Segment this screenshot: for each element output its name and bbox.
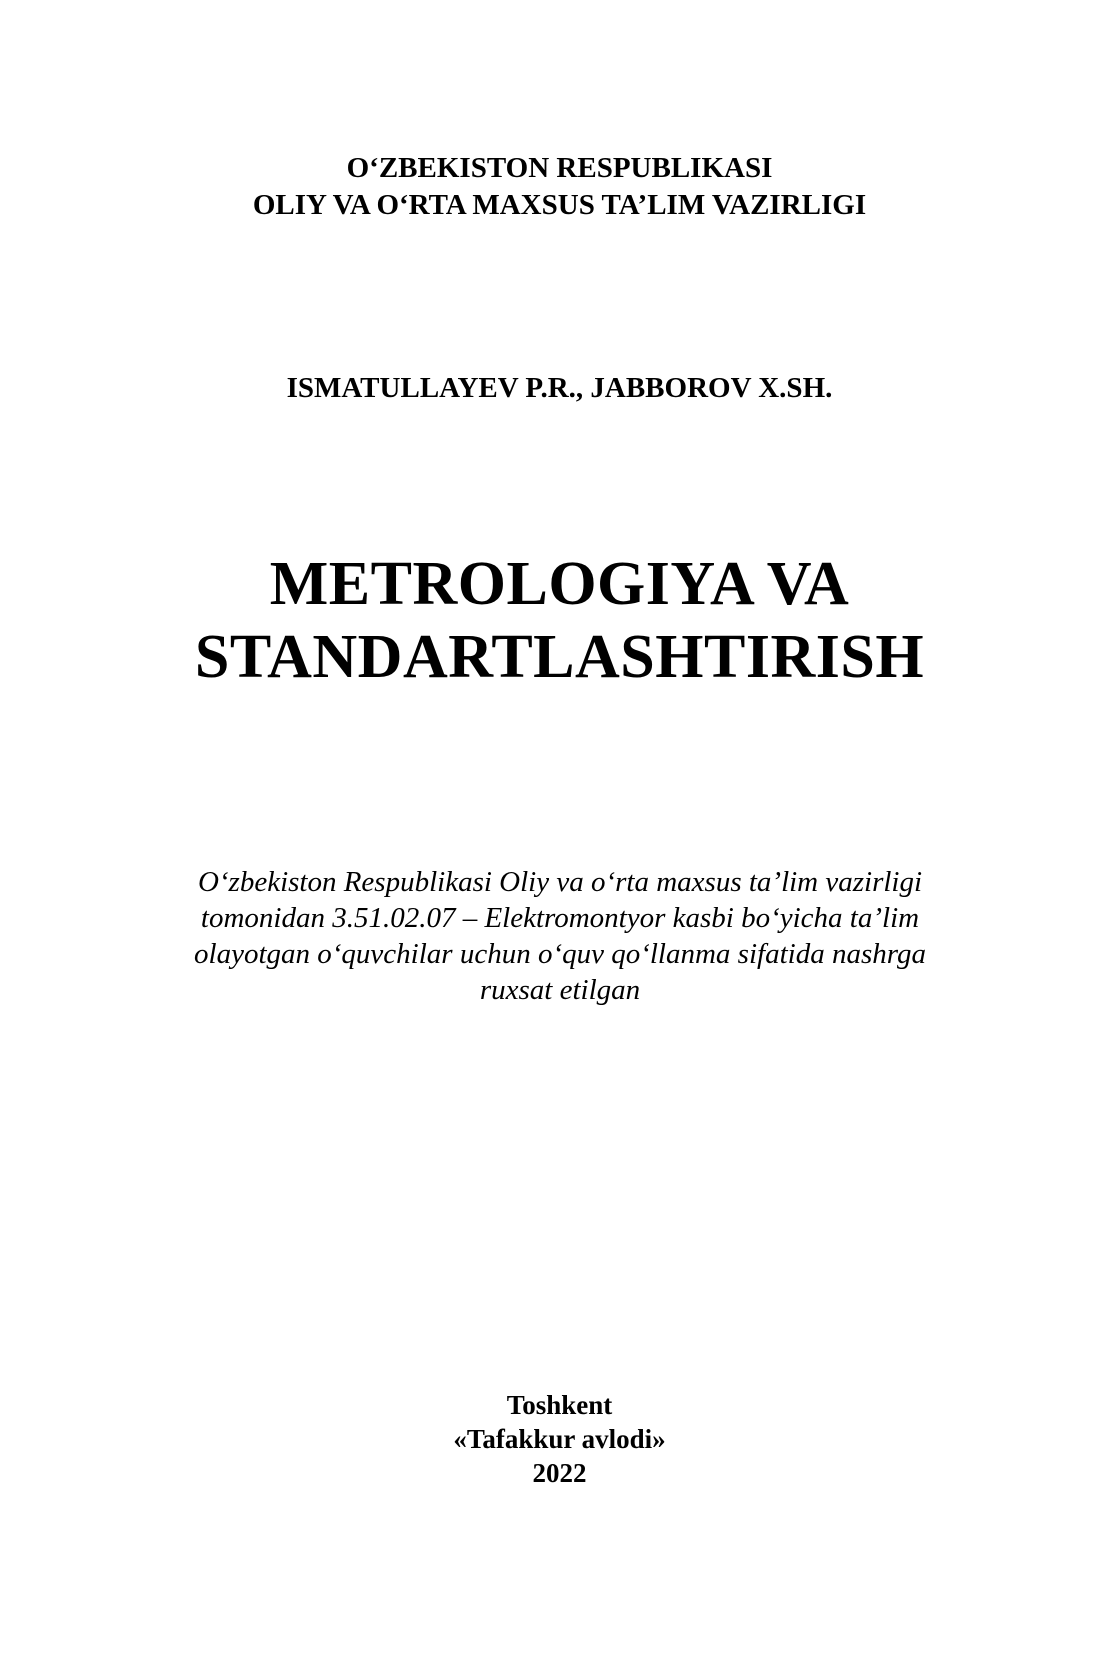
- approval-line-2: tomonidan 3.51.02.07 – Elektromontyor kasbi bo‘yicha ta’lim: [200, 902, 920, 934]
- approval-line-3: olayotgan o‘quvchilar uchun o‘quv qo‘llanma sifatida nashrga: [194, 938, 926, 970]
- imprint-publisher: «Tafakkur avlodi»: [453, 1424, 666, 1454]
- imprint-city: Toshkent: [506, 1390, 613, 1420]
- approval-note: [130, 864, 990, 1008]
- ministry-heading: [0, 150, 1119, 224]
- imprint-year: 2022: [532, 1458, 587, 1488]
- approval-line-4: ruxsat etilgan: [479, 974, 641, 1006]
- approval-line-1: O‘zbekiston Respublikasi Oliy va o‘rta maxsus ta’lim vazirligi: [197, 866, 923, 898]
- imprint: [0, 1388, 1119, 1490]
- book-title-line-1: METROLOGIYA VA: [269, 550, 850, 618]
- book-title-line-2: STANDARTLASHTIRISH: [194, 623, 925, 691]
- ministry-line-1: O‘ZBEKISTON RESPUBLIKASI: [346, 152, 773, 184]
- book-title: [0, 548, 1119, 694]
- authors: ISMATULLAYEV P.R., JABBOROV X.SH.: [286, 372, 833, 404]
- ministry-line-2: OLIY VA O‘RTA MAXSUS TA’LIM VAZIRLIGI: [252, 189, 867, 221]
